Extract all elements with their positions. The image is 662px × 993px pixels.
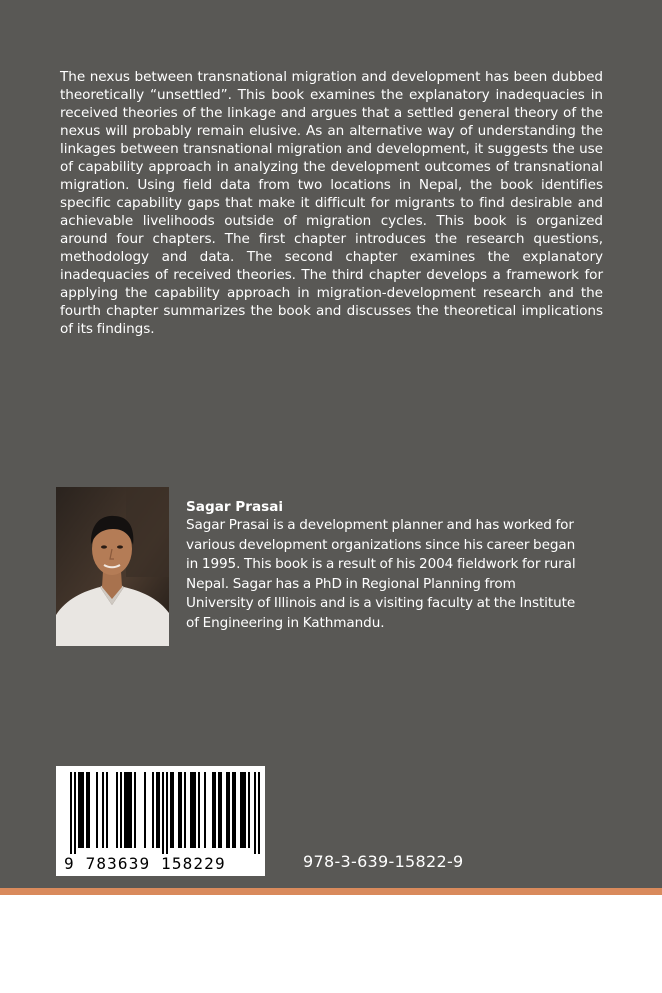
- barcode-bar-22: [166, 772, 168, 854]
- barcode-bar-29: [192, 772, 194, 848]
- barcode-bar-7: [96, 772, 98, 848]
- barcode: [56, 766, 265, 876]
- barcode-bar-38: [228, 772, 230, 848]
- barcode-bar-36: [220, 772, 222, 848]
- barcode-bar-40: [234, 772, 236, 848]
- isbn-number: 978-3-639-15822-9: [303, 852, 464, 871]
- barcode-bar-41: [240, 772, 242, 848]
- barcode-bar-21: [162, 772, 164, 854]
- barcode-bar-32: [204, 772, 206, 848]
- barcode-bar-24: [172, 772, 174, 848]
- barcode-bar-37: [226, 772, 228, 848]
- barcode-bar-46: [258, 772, 260, 854]
- barcode-bar-8: [102, 772, 104, 848]
- barcode-bar-45: [254, 772, 256, 854]
- barcode-bar-33: [212, 772, 214, 848]
- barcode-bar-39: [232, 772, 234, 848]
- barcode-bar-26: [180, 772, 182, 848]
- barcode-bar-16: [134, 772, 136, 848]
- barcode-bar-13: [126, 772, 128, 848]
- accent-stripe: [0, 888, 662, 895]
- barcode-bar-25: [178, 772, 180, 848]
- barcode-bar-3: [80, 772, 82, 848]
- barcode-bar-0: [70, 772, 72, 854]
- barcode-bar-9: [106, 772, 108, 848]
- barcode-bar-30: [194, 772, 196, 848]
- barcode-bar-44: [248, 772, 250, 848]
- barcode-bar-5: [86, 772, 88, 848]
- barcode-bar-1: [74, 772, 76, 854]
- barcode-bar-12: [124, 772, 126, 848]
- barcode-digits: 9 783639 158229: [64, 854, 226, 873]
- barcode-bar-23: [170, 772, 172, 848]
- barcode-bar-27: [184, 772, 186, 848]
- barcode-bar-14: [128, 772, 130, 848]
- author-bio: Sagar Prasai is a development planner and has worked for various development organizations since his career began in 1995. This book is a result of his 2004 fieldwork for rural Nepal. Sagar has a PhD in Regional Planning from University of Illinois and is a visiting faculty at the Institute of Engineering in Kathmandu.: [186, 517, 576, 631]
- barcode-bar-15: [130, 772, 132, 848]
- barcode-bar-42: [242, 772, 244, 848]
- barcode-bar-28: [190, 772, 192, 848]
- barcode-bar-43: [244, 772, 246, 848]
- barcode-bar-35: [218, 772, 220, 848]
- barcode-bar-4: [82, 772, 84, 848]
- barcode-bar-10: [116, 772, 118, 848]
- barcode-bar-17: [144, 772, 146, 848]
- barcode-bars: [56, 766, 265, 856]
- barcode-bar-6: [88, 772, 90, 848]
- author-name: Sagar Prasai: [186, 499, 284, 515]
- barcode-bar-20: [158, 772, 160, 848]
- barcode-bar-34: [214, 772, 216, 848]
- barcode-bar-19: [156, 772, 158, 848]
- author-portrait-image: [56, 487, 169, 646]
- barcode-bar-11: [120, 772, 122, 848]
- barcode-bar-18: [152, 772, 154, 848]
- barcode-bar-2: [78, 772, 80, 848]
- author-photo: [56, 487, 169, 646]
- book-description: The nexus between transnational migration and development has been dubbed theoretically “unsettled”. This book examines the explanatory inadequacies in received theories of the linkage and argues that a settled general theory of the nexus will probably remain elusive. As an alternative way of understanding the linkages between transnational migration and development, it suggests the use of capability approach in analyzing the development outcomes of transnational migration. Using field data from two locations in Nepal, the book identifies specific capability gaps that make it difficult for migrants to find desirable and achievable livelihoods outside of migration cycles. This book is organized around four chapters. The first chapter introduces the research questions, methodology and data. The second chapter examines the explanatory inadequacies of received theories. The third chapter develops a framework for applying the capability approach in migration-development research and the fourth chapter summarizes the book and discusses the theoretical implications of its findings.: [60, 69, 603, 337]
- barcode-bar-31: [198, 772, 200, 848]
